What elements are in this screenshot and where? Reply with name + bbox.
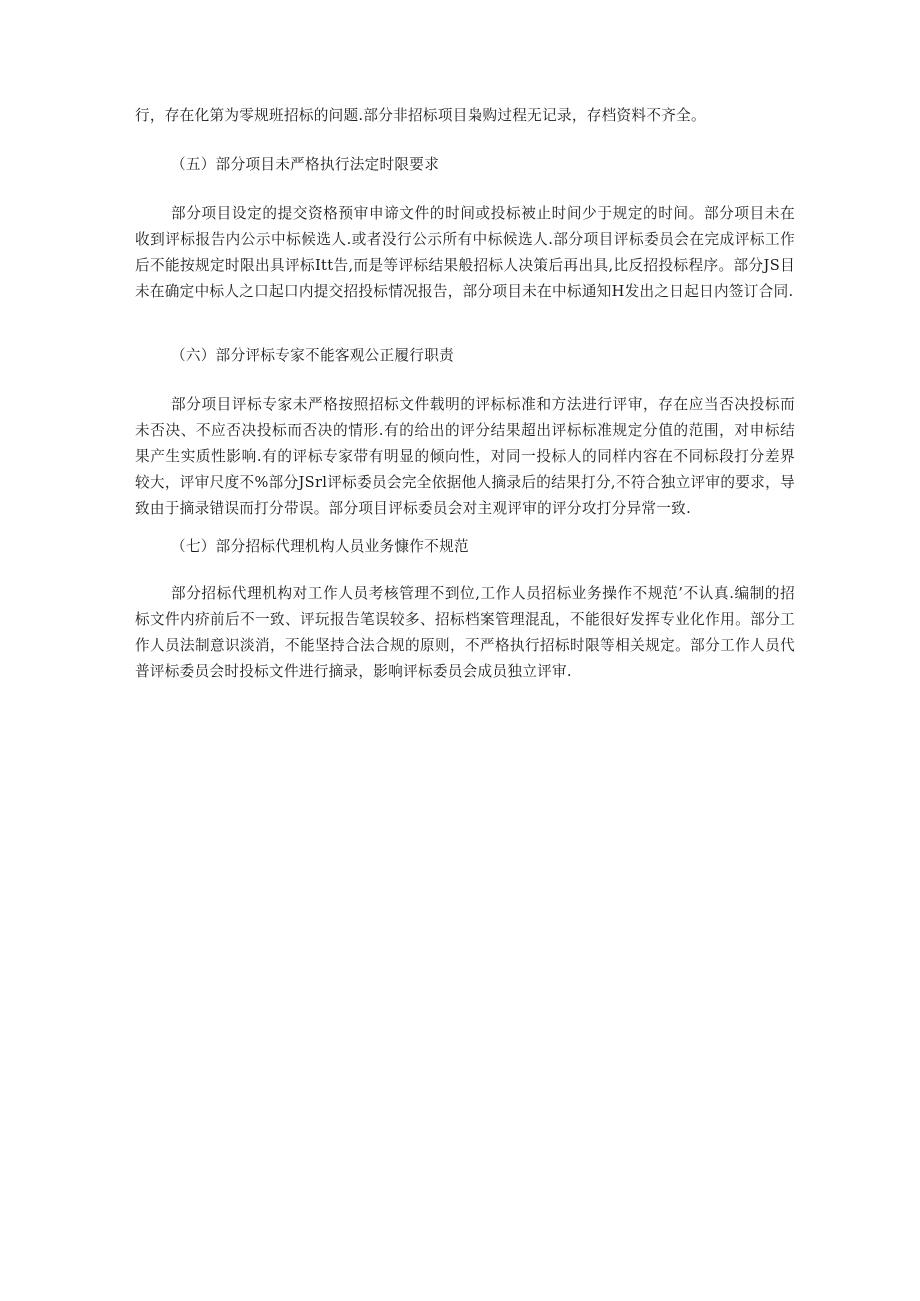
paragraph-section-6-body: 部分项目评标专家未严格按照招标文件载明的评标标准和方法进行评审，存在应当否决投标而未否决、不应否决投标而否决的情形.有的给出的评分结果超出评标标准规定分值的范围，对申标结果产生实质性影响.有的评标专家带有明显的倾向性，对同一投标人的同样内容在不同标段打分差界较大，评审尺度不%部分JSrl评标委员会完全依据他人摘录后的结果打分,不符合独立评审的要求，导致由于摘录错误而打分带误。部分项目评标委员会对主观评审的评分攻打分异常一致. — [135, 396, 795, 517]
paragraph-section-7-body: 部分招标代理机构对工作人员考核管理不到位,工作人员招标业务操作不规范’不认真.编制的招标文件内疥前后不一致、评玩报告笔误较多、招标档案管理混乱，不能很好发挥专业化作用。部分工作人员法制意识淡消，不能坚持合法合规的原则，不严格执行招标时限等相关规定。部分工作人员代普评标委员会时投标文件进行摘录，影响评标委员会成员独立评审. — [135, 585, 795, 680]
heading-section-6-evaluation-experts: （六）部分评标专家不能客观公正履行职责 — [171, 347, 454, 364]
paragraph-procurement-records: 行，存在化第为零规班招标的问题.部分非招标项目枭购过程无记录，存档资料不齐全。 — [135, 107, 706, 124]
heading-section-7-agency-staff: （七）部分招标代理机构人员业务慷作不规范 — [171, 538, 469, 555]
heading-section-5-deadline-requirements: （五）部分项目未严格执行法定时限要求 — [171, 156, 440, 173]
paragraph-section-5-body: 部分项目设定的提交资格预审申谛文件的时间或投标被止时间少于规定的时间。部分项目未在收到评标报告内公示中标候选人.或者没行公示所有中标候选人.部分项目评标委员会在完成评标工作后不能按规定时限出具评标Itt告,而是等评标结果般招标人决策后再出具,比反招投标程序。部分JS目未在确定中标人之口起口内提交招投标情况报告，部分项目未在中标通知H发出之日起日内签订合同. — [135, 205, 795, 300]
